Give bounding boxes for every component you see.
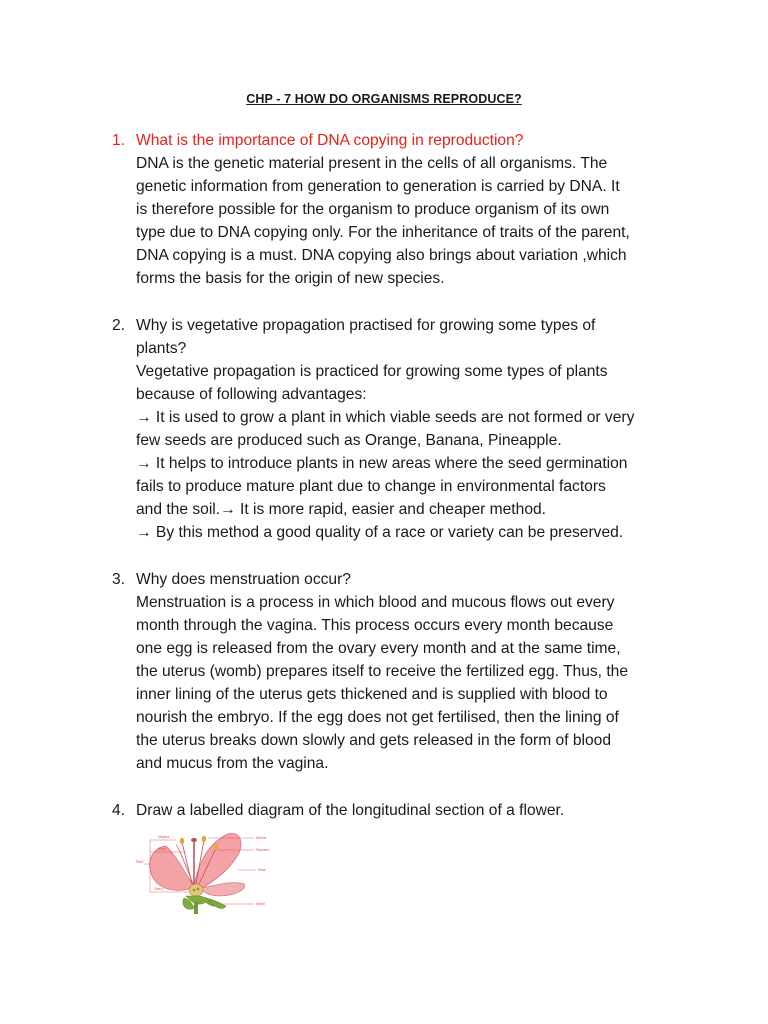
question-text: [136, 129, 682, 152]
question-item-2: [112, 314, 682, 544]
ovule-shape: [197, 888, 200, 891]
ovary-shape: [189, 884, 203, 896]
answer-line: and the soil.→ It is more rapid, easier and cheaper method.: [136, 501, 546, 518]
ovule-shape: [193, 889, 196, 892]
answer-line: forms the basis for the origin of new species.: [136, 270, 445, 287]
answer-line: type due to DNA copying only. For the inheritance of traits of the parent,: [136, 224, 630, 241]
question-text: [136, 568, 682, 591]
answer-line: nourish the embryo. If the egg does not get fertilised, then the lining of: [136, 709, 619, 726]
answer-line: Menstruation is a process in which blood and mucous flows out every: [136, 594, 615, 611]
answer-line: fails to produce mature plant due to change in environmental factors: [136, 478, 606, 495]
answer-line: month through the vagina. This process occurs every month because: [136, 617, 614, 634]
answer-text: [136, 360, 682, 544]
question-number: 2.: [112, 317, 126, 334]
stigma-shape: [191, 838, 197, 842]
label-anther: Anther: [256, 836, 267, 840]
question-text: [136, 799, 682, 822]
label-petal: Petal: [258, 868, 266, 872]
flower-stalk: [194, 902, 198, 914]
question-item-3: [112, 568, 682, 775]
answer-line: DNA is the genetic material present in the cells of all organisms. The: [136, 155, 608, 172]
question-line: Draw a labelled diagram of the longitudinal section of a flower.: [136, 802, 565, 819]
answer-line: one egg is released from the ovary every month and at the same time,: [136, 640, 621, 657]
anther-shape: [180, 838, 184, 844]
label-style: Style: [158, 847, 167, 851]
answer-line: and mucus from the vagina.: [136, 755, 329, 772]
answer-line: → It helps to introduce plants in new areas where the seed germination: [136, 455, 628, 472]
question-line: plants?: [136, 340, 187, 357]
anther-shape: [202, 836, 206, 842]
answer-line: the uterus breaks down slowly and gets released in the form of blood: [136, 732, 612, 749]
question-line: Why is vegetative propagation practised for growing some types of: [136, 317, 596, 334]
label-stigma: Stigma: [158, 835, 170, 839]
label-pistil: Pistil: [136, 860, 144, 864]
document-title: CHP - 7 HOW DO ORGANISMS REPRODUCE?: [246, 92, 522, 106]
answer-line: → By this method a good quality of a race or variety can be preserved.: [136, 524, 624, 541]
label-sepal: Sepal: [256, 902, 265, 906]
question-number: 3.: [112, 571, 126, 588]
question-text: [136, 314, 682, 360]
question-number: 4.: [112, 802, 126, 819]
label-filament: Filament: [256, 848, 270, 852]
answer-line: DNA copying is a must. DNA copying also brings about variation ,which: [136, 247, 627, 264]
answer-line: genetic information from generation to generation is carried by DNA. It: [136, 178, 620, 195]
question-item-1: [112, 129, 682, 290]
answer-line: few seeds are produced such as Orange, Banana, Pineapple.: [136, 432, 562, 449]
question-line: Why does menstruation occur?: [136, 571, 351, 588]
flower-diagram-svg: [136, 826, 278, 914]
answer-line: is therefore possible for the organism to produce organism of its own: [136, 201, 610, 218]
answer-line: → It is used to grow a plant in which viable seeds are not formed or very: [136, 409, 635, 426]
question-number: 1.: [112, 132, 126, 149]
answer-line: inner lining of the uterus gets thickened and is supplied with blood to: [136, 686, 608, 703]
flower-longitudinal-section-diagram: [136, 826, 278, 914]
answer-line: the uterus (womb) prepares itself to receive the fertilized egg. Thus, the: [136, 663, 629, 680]
answer-text: [136, 591, 682, 775]
answer-line: Vegetative propagation is practiced for growing some types of plants: [136, 363, 608, 380]
answer-line: because of following advantages:: [136, 386, 367, 403]
answer-text: [136, 152, 682, 290]
label-ovary: Ovary: [154, 887, 164, 891]
question-item-4: [112, 799, 682, 822]
question-line: What is the importance of DNA copying in reproduction?: [136, 132, 524, 149]
anther-shape: [214, 844, 218, 850]
